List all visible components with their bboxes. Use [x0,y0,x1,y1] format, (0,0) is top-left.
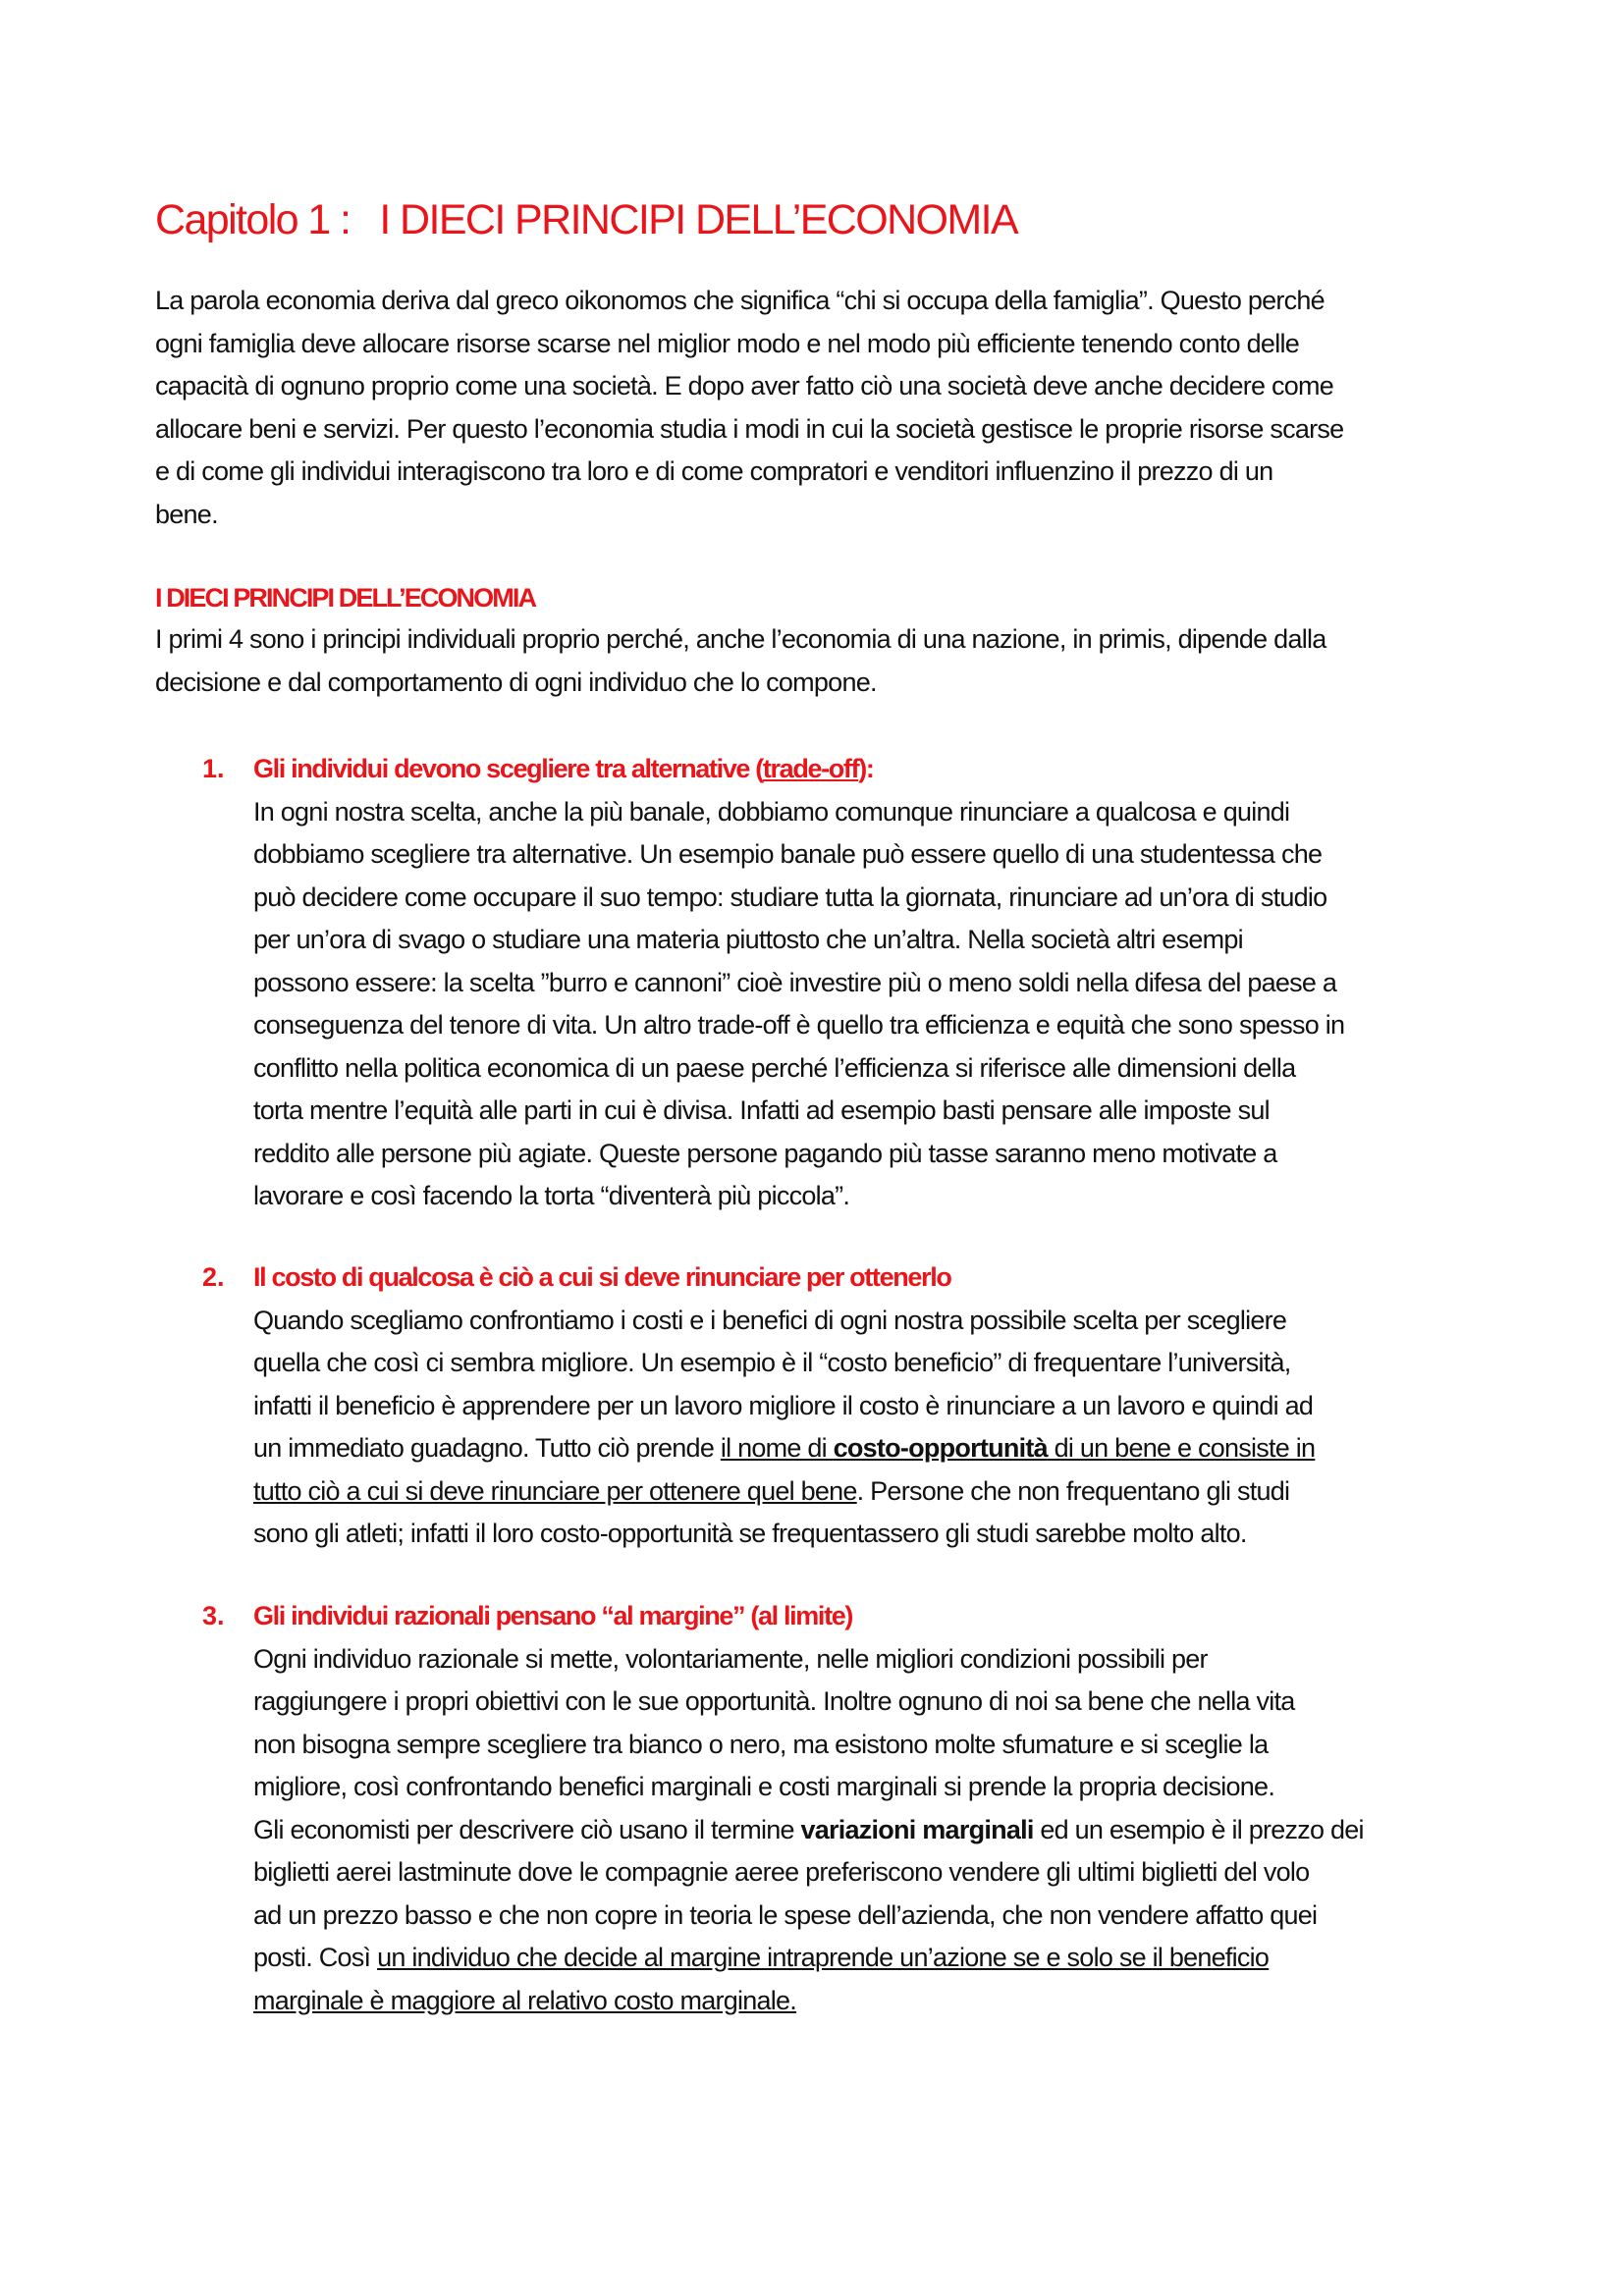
chapter-title-text: I DIECI PRINCIPI DELL’ECONOMIA [379,196,1018,243]
body-line: non bisogna sempre scegliere tra bianco o nero, ma esistono molte sfumature e si sceglie la [253,1729,1269,1759]
body-line [253,1427,1315,1470]
underlined-text-part: di un bene e consiste in [1047,1433,1316,1463]
item-body [253,791,1344,1218]
intro-line: La parola economia deriva dal greco oikonomos che significa “chi si occupa della famiglia”. Questo perché [155,286,1325,315]
item-title-text: ): [858,754,874,783]
item-title: Il costo di qualcosa è ciò a cui si deve rinunciare per ottenerlo [253,1262,951,1292]
intro-line: capacità di ognuno proprio come una società. E dopo aver fatto ciò una società deve anche decidere come [155,371,1334,400]
underlined-text [721,1433,1315,1463]
body-line [253,1980,1364,2023]
key-term: variazioni marginali [800,1814,1034,1844]
body-line: per un’ora di svago o studiare una materia piuttosto che un’altra. Nella società altri esempi [253,925,1243,954]
intro-line: ogni famiglia deve allocare risorse scarse nel miglior modo e nel modo più efficiente tenendo conto delle [155,328,1299,358]
intro-paragraph [155,280,1343,536]
item-title: Gli individui razionali pensano “al margine” (al limite) [253,1601,853,1630]
intro-line: e di come gli individui interagiscono tra loro e di come compratori e venditori influenzino il prezzo di un [155,456,1273,486]
body-text: posti. Così [253,1943,378,1972]
item-number: 1. [202,754,225,783]
underlined-text-part: il nome di [720,1433,834,1463]
section-intro-paragraph [155,618,1325,704]
intro-line: bene. [155,499,218,529]
item-title-text: Gli individui devono scegliere tra alternative ( [253,754,763,783]
item-body [253,1638,1364,2023]
body-text: ed un esempio è il prezzo dei [1033,1814,1364,1844]
item-number: 3. [202,1601,225,1630]
item-body [253,1300,1315,1556]
body-line: Quando scegliamo confrontiamo i costi e i benefici di ogni nostra possibile scelta per scegliere [253,1305,1287,1335]
underlined-text: tutto ciò a cui si deve rinunciare per ottenere quel bene [253,1475,857,1506]
intro-line: allocare beni e servizi. Per questo l’economia studia i modi in cui la società gestisce le proprie risorse scarse [155,413,1344,444]
body-line: può decidere come occupare il suo tempo: studiare tutta la giornata, rinunciare ad un’ora di studio [253,881,1327,912]
section-heading: I DIECI PRINCIPI DELL’ECONOMIA [155,583,536,613]
body-line: dobbiamo scegliere tra alternative. Un esempio banale può essere quello di una studentessa che [253,839,1323,869]
body-line: Ogni individuo razionale si mette, volontariamente, nelle migliori condizioni possibili per [253,1643,1208,1674]
body-line: raggiungere i propri obiettivi con le sue opportunità. Inoltre ognuno di noi sa bene che nella vita [253,1686,1295,1716]
body-line: conseguenza del tenore di vita. Un altro trade-off è quello tra efficienza e equità che sono spesso in [253,1010,1345,1040]
body-line: lavorare e così facendo la torta “diventerà più piccola”. [253,1181,850,1210]
body-line: reddito alle persone più agiate. Queste persone pagando più tasse saranno meno motivate a [253,1138,1277,1168]
body-line: In ogni nostra scelta, anche la più banale, dobbiamo comunque rinunciare a qualcosa e quindi [253,796,1290,827]
body-line: infatti il beneficio è apprendere per un lavoro migliore il costo è rinunciare a un lavoro e quindi ad [253,1390,1314,1420]
body-line: ad un prezzo basso e che non copre in teoria le spese dell’azienda, che non vendere affatto quei [253,1899,1318,1930]
body-line: quella che così ci sembra migliore. Un esempio è il “costo beneficio” di frequentare l’università, [253,1348,1291,1377]
body-text: Gli economisti per descrivere ciò usano il termine [253,1814,801,1844]
underlined-text: un individuo che decide al margine intraprende un’azione se e solo se il beneficio [377,1943,1270,1972]
underlined-text: marginale è maggiore al relativo costo marginale. [253,1985,797,2015]
body-line: conflitto nella politica economica di un paese perché l’efficienza si riferisce alle dimensioni della [253,1052,1296,1083]
body-text: . Persone che non frequentano gli studi [856,1475,1290,1506]
section-intro-line: I primi 4 sono i principi individuali proprio perché, anche l’economia di una nazione, in primis, dipende dalla [155,624,1326,654]
body-line [253,1937,1364,1980]
trade-off-term: trade-off [762,754,859,783]
item-number: 2. [202,1262,225,1292]
body-line [253,1470,1315,1514]
item-title [253,748,874,791]
body-line: torta mentre l’equità alle parti in cui è divisa. Infatti ad esempio basti pensare alle imposte sul [253,1095,1270,1125]
body-line: migliore, così confrontando benefici marginali e costi marginali si prende la propria decisione. [253,1772,1275,1801]
body-line: biglietti aerei lastminute dove le compagnie aeree preferiscono vendere gli ultimi biglietti del volo [253,1857,1310,1887]
body-line [253,1809,1364,1852]
body-text: un immediato guadagno. Tutto ciò prende [253,1433,721,1463]
key-term: costo-opportunità [833,1433,1048,1463]
chapter-title [155,192,1530,247]
section-intro-line: decisione e dal comportamento di ogni individuo che lo compone. [155,667,877,697]
body-line: sono gli atleti; infatti il loro costo-opportunità se frequentassero gli studi sarebbe molto alto. [253,1519,1247,1548]
chapter-label: Capitolo 1 : [155,196,351,243]
body-line: possono essere: la scelta ”burro e cannoni” cioè investire più o meno soldi nella difesa del paese a [253,967,1337,997]
